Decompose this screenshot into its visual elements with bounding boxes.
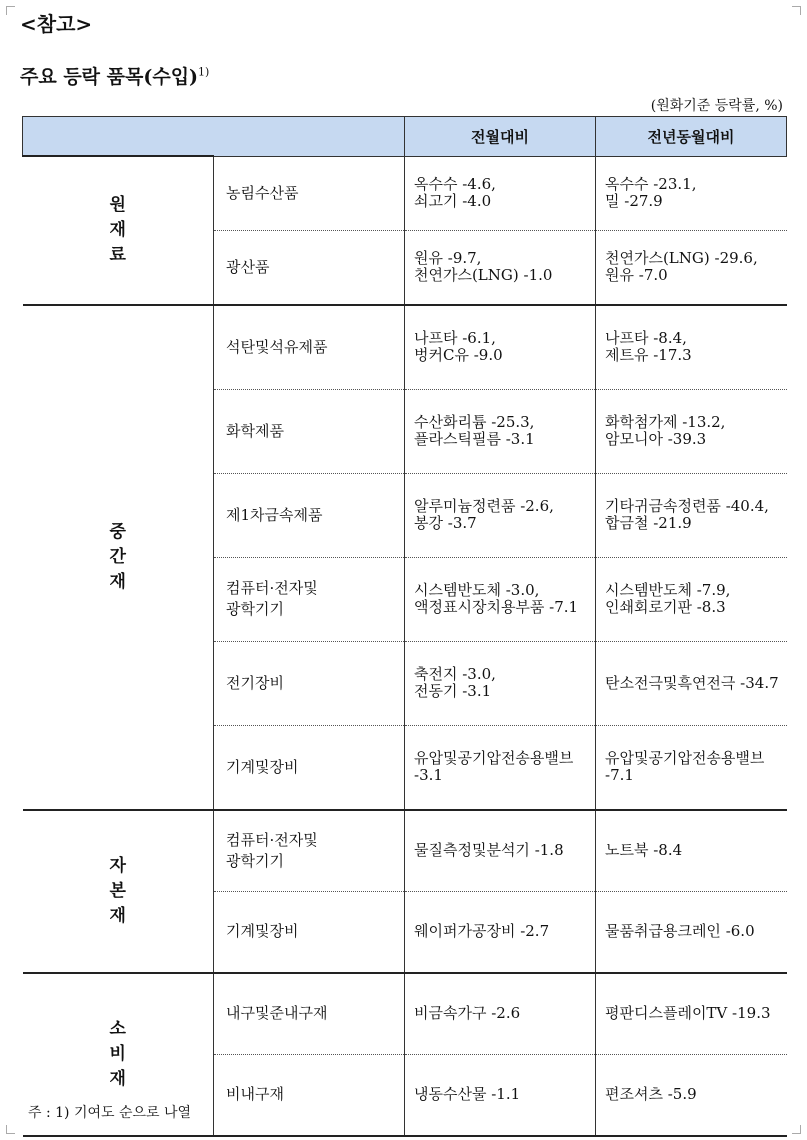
header-blank-cell <box>23 117 405 157</box>
yoy-cell <box>596 305 787 390</box>
category-cell: 컴퓨터·전자및 광학기기 <box>214 557 405 641</box>
mom-item: 유압및공기압전송용밸브 -3.1 <box>414 749 574 784</box>
category-cell: 화학제품 <box>214 389 405 473</box>
reference-label: <참고> <box>20 12 93 36</box>
page-corner-mark <box>792 6 801 15</box>
mom-item: 나프타 -6.1, <box>414 329 496 347</box>
yoy-item: 화학첨가제 -13.2, <box>605 413 726 431</box>
table-row <box>23 156 787 230</box>
table-header-row <box>23 117 787 157</box>
mom-item: 원유 -9.7, <box>414 249 482 267</box>
yoy-item: 평판디스플레이TV -19.3 <box>605 1004 771 1022</box>
yoy-item: 노트북 -8.4 <box>605 841 683 859</box>
yoy-item: 인쇄회로기판 -8.3 <box>605 598 726 616</box>
yoy-item: 합금철 -21.9 <box>605 514 692 532</box>
page-title <box>20 62 209 89</box>
table-row <box>23 810 787 892</box>
mom-item: 봉강 -3.7 <box>414 514 477 532</box>
mom-item: 플라스틱필름 -3.1 <box>414 430 535 448</box>
page-corner-mark <box>6 6 15 15</box>
mom-item: 알루미늄정련품 -2.6, <box>414 497 554 515</box>
category-cell: 기계및장비 <box>214 891 405 973</box>
category-cell: 내구및준내구재 <box>214 973 405 1055</box>
yoy-cell <box>596 1054 787 1136</box>
mom-item: 시스템반도체 -3.0, <box>414 581 540 599</box>
mom-item: 벙커C유 -9.0 <box>414 346 503 364</box>
title-footnote-mark: 1) <box>198 65 210 79</box>
table-body <box>23 156 787 1136</box>
yoy-item: 천연가스(LNG) -29.6, <box>605 249 758 267</box>
yoy-item: 밀 -27.9 <box>605 192 663 210</box>
mom-cell <box>405 389 596 473</box>
category-cell: 석탄및석유제품 <box>214 305 405 390</box>
mom-item: 전동기 -3.1 <box>414 682 492 700</box>
mom-item: 액정표시장치용부품 -7.1 <box>414 598 579 616</box>
group-label: 원 재 료 <box>23 156 214 305</box>
mom-cell <box>405 641 596 725</box>
category-cell: 전기장비 <box>214 641 405 725</box>
mom-cell <box>405 557 596 641</box>
yoy-cell <box>596 891 787 973</box>
yoy-item: 나프타 -8.4, <box>605 329 687 347</box>
yoy-cell <box>596 473 787 557</box>
yoy-cell <box>596 641 787 725</box>
mom-item: 비금속가구 -2.6 <box>414 1004 521 1022</box>
mom-cell <box>405 305 596 390</box>
yoy-item: 시스템반도체 -7.9, <box>605 581 731 599</box>
mom-item: 수산화리튬 -25.3, <box>414 413 535 431</box>
mom-item: 냉동수산물 -1.1 <box>414 1085 521 1103</box>
yoy-cell <box>596 557 787 641</box>
group-label: 자 본 재 <box>23 810 214 973</box>
yoy-item: 암모니아 -39.3 <box>605 430 707 448</box>
mom-cell <box>405 156 596 230</box>
yoy-item: 물품취급용크레인 -6.0 <box>605 922 755 940</box>
unit-note: (원화기준 등락률, %) <box>650 98 783 114</box>
category-cell: 컴퓨터·전자및 광학기기 <box>214 810 405 892</box>
yoy-item: 제트유 -17.3 <box>605 346 692 364</box>
mom-item: 웨이퍼가공장비 -2.7 <box>414 922 550 940</box>
footnote: 주 : 1) 기여도 순으로 나열 <box>28 1105 192 1121</box>
table-row <box>23 305 787 390</box>
price-change-table <box>22 116 787 1137</box>
mom-cell <box>405 1054 596 1136</box>
yoy-item: 편조셔츠 -5.9 <box>605 1085 697 1103</box>
page-corner-mark <box>6 1125 15 1134</box>
category-cell: 비내구재 <box>214 1054 405 1136</box>
yoy-cell <box>596 389 787 473</box>
category-cell: 광산품 <box>214 230 405 305</box>
mom-cell <box>405 230 596 305</box>
yoy-cell <box>596 156 787 230</box>
header-yoy: 전년동월대비 <box>596 117 787 157</box>
yoy-cell <box>596 810 787 892</box>
category-cell: 기계및장비 <box>214 725 405 810</box>
category-cell: 제1차금속제품 <box>214 473 405 557</box>
yoy-item: 탄소전극및흑연전극 -34.7 <box>605 673 779 692</box>
mom-item: 천연가스(LNG) -1.0 <box>414 266 553 284</box>
mom-item: 옥수수 -4.6, <box>414 175 496 193</box>
yoy-item: 유압및공기압전송용밸브 -7.1 <box>605 749 765 784</box>
yoy-cell <box>596 973 787 1055</box>
mom-item: 쇠고기 -4.0 <box>414 192 492 210</box>
group-label: 중 간 재 <box>23 305 214 810</box>
category-cell: 농림수산품 <box>214 156 405 230</box>
page-corner-mark <box>792 1125 801 1134</box>
mom-item: 축전지 -3.0, <box>414 665 496 683</box>
mom-cell <box>405 973 596 1055</box>
mom-cell <box>405 473 596 557</box>
title-text: 주요 등락 품목(수입) <box>20 66 199 88</box>
mom-item: 물질측정및분석기 -1.8 <box>414 841 564 859</box>
mom-cell <box>405 725 596 810</box>
mom-cell <box>405 810 596 892</box>
mom-cell <box>405 891 596 973</box>
table-row <box>23 973 787 1055</box>
yoy-item: 원유 -7.0 <box>605 266 668 284</box>
yoy-cell <box>596 230 787 305</box>
header-mom: 전월대비 <box>405 117 596 157</box>
yoy-item: 기타귀금속정련품 -40.4, <box>605 497 769 515</box>
yoy-cell <box>596 725 787 810</box>
group-label: 소 비 재 <box>23 973 214 1136</box>
yoy-item: 옥수수 -23.1, <box>605 175 697 193</box>
